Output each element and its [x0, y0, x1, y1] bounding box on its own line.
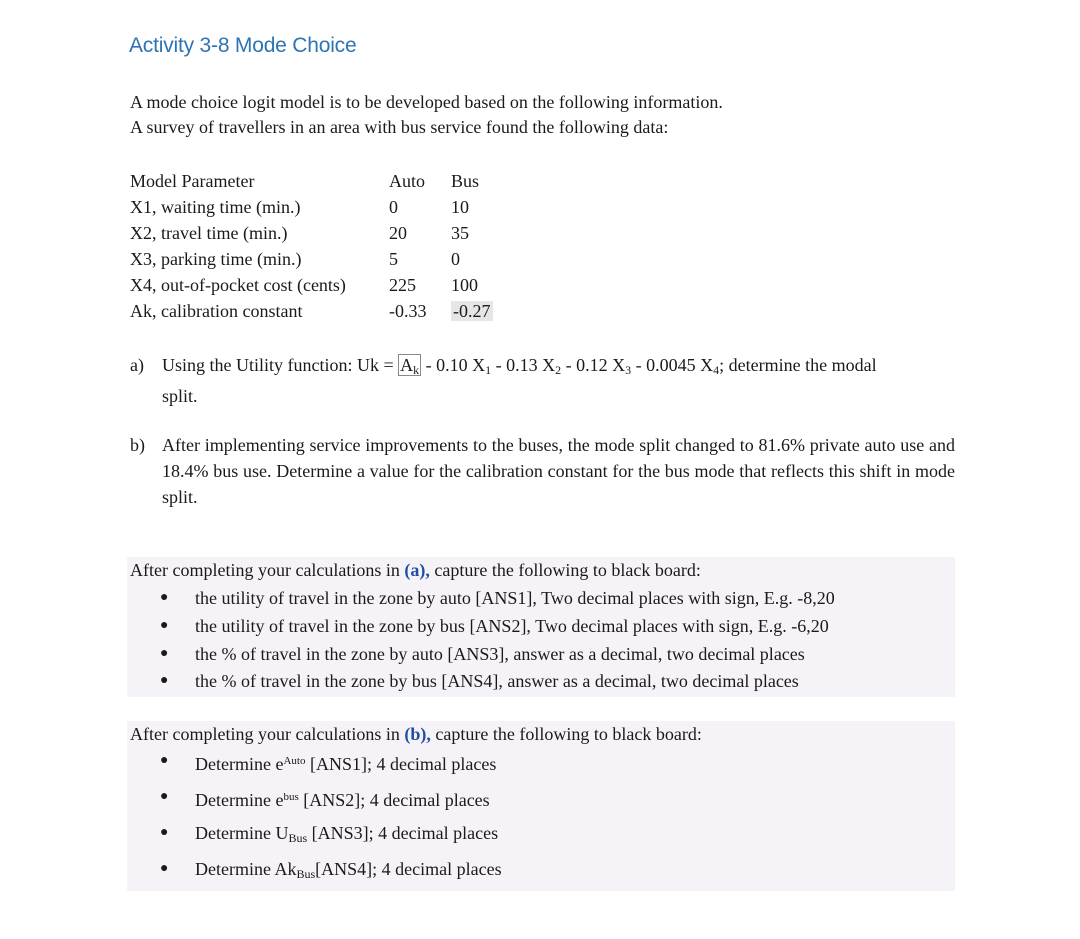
ak-symbol: A: [400, 355, 414, 375]
item-pre: Determine U: [195, 823, 289, 843]
bullet-icon: ●: [160, 646, 169, 661]
item-pre: Determine e: [195, 754, 284, 774]
capture-prefix: After completing your calculations in: [130, 560, 405, 580]
question-text: [162, 432, 955, 510]
list-item-text: the % of travel in the zone by bus [ANS4], answer as a decimal, two decimal places: [195, 671, 799, 691]
intro-text: [130, 90, 723, 140]
term-subscript: 4: [713, 363, 720, 377]
item-post: [ANS4]; 4 decimal places: [315, 859, 502, 879]
param-cell: Ak, calibration constant: [130, 300, 303, 321]
highlighted-value: -0.27: [453, 300, 491, 321]
bus-cell: 100: [451, 274, 478, 295]
auto-cell: -0.33: [389, 300, 427, 321]
term: - 0.12 X: [561, 355, 626, 375]
item-sub: Bus: [296, 867, 316, 881]
utility-outro: ; determine the modal: [719, 355, 877, 375]
bullet-icon: ●: [160, 861, 169, 876]
question-text: [162, 352, 955, 409]
item-pre: Determine e: [195, 790, 284, 810]
question-label: a): [130, 355, 144, 375]
list-item-text: the utility of travel in the zone by auto [ANS1], Two decimal places with sign, E.g. -8,20: [195, 588, 835, 608]
capture-title: [130, 557, 701, 583]
auto-cell: 0: [389, 196, 398, 217]
table-row: [127, 272, 496, 298]
auto-cell: 225: [389, 274, 416, 295]
header-bus: Bus: [451, 170, 480, 191]
list-item-text: the utility of travel in the zone by bus [ANS2], Two decimal places with sign, E.g. -6,20: [195, 616, 829, 636]
list-item-text: [195, 784, 490, 813]
capture-title: [130, 721, 702, 747]
list-item-text: [195, 748, 496, 777]
bus-cell: 0: [451, 248, 460, 269]
param-cell: X2, travel time (min.): [130, 222, 288, 243]
parameter-table: [127, 168, 496, 324]
term: - 0.0045 X: [631, 355, 714, 375]
ak-term: [398, 354, 421, 376]
list-item-text: [195, 820, 498, 851]
item-post: [ANS3]; 4 decimal places: [307, 823, 499, 843]
auto-cell: 5: [389, 248, 398, 269]
item-post: [ANS2]; 4 decimal places: [298, 790, 490, 810]
item-sub: Bus: [288, 831, 308, 845]
question-a: [130, 352, 955, 409]
param-cell: X3, parking time (min.): [130, 248, 302, 269]
question-text-line: split.: [162, 386, 198, 406]
capture-prefix: After completing your calculations in: [130, 724, 405, 744]
bullet-icon: ●: [160, 590, 169, 605]
item-pre: Determine Ak: [195, 859, 297, 879]
bus-cell: 10: [451, 196, 469, 217]
intro-line: A mode choice logit model is to be developed based on the following information.: [130, 92, 723, 112]
header-param: Model Parameter: [130, 170, 255, 191]
capture-section-a: [127, 557, 955, 697]
bullet-icon: ●: [160, 825, 169, 840]
bullet-icon: ●: [160, 618, 169, 633]
item-post: [ANS1]; 4 decimal places: [305, 754, 497, 774]
bullet-icon: ●: [160, 673, 169, 688]
table-row: [127, 298, 496, 324]
bus-cell: 35: [451, 222, 469, 243]
question-text-line: After implementing service improvements to the buses, the mode split changed to 81.6% private: [162, 435, 860, 455]
table-row: [127, 194, 496, 220]
list-item-text: [195, 856, 502, 887]
table-row: [127, 220, 496, 246]
question-label: b): [130, 435, 145, 455]
param-cell: X1, waiting time (min.): [130, 196, 301, 217]
page-title: Activity 3-8 Mode Choice: [129, 34, 357, 57]
table-row: [127, 246, 496, 272]
capture-ref: (b),: [404, 724, 431, 744]
header-auto: Auto: [389, 170, 425, 191]
param-cell: X4, out-of-pocket cost (cents): [130, 274, 346, 295]
list-item-text: the % of travel in the zone by auto [ANS3], answer as a decimal, two decimal places: [195, 644, 805, 664]
item-sup: bus: [283, 791, 299, 803]
capture-suffix: capture the following to black board:: [430, 724, 702, 744]
bullet-icon: ●: [160, 753, 169, 768]
question-text-line: auto use and 18.4% bus use. Determine a value for the calibration constant for the bus mode that: [162, 435, 955, 481]
table-header-row: [127, 168, 496, 194]
capture-ref: (a),: [404, 560, 430, 580]
term-subscript: 2: [555, 363, 562, 377]
auto-cell: 20: [389, 222, 407, 243]
bus-cell: [448, 298, 496, 324]
term: - 0.13 X: [491, 355, 556, 375]
term-subscript: 3: [625, 363, 632, 377]
capture-section-b: [127, 721, 955, 891]
item-sup: Auto: [283, 755, 306, 767]
intro-line: A survey of travellers in an area with bus service found the following data:: [130, 117, 669, 137]
term-subscript: 1: [485, 363, 492, 377]
utility-intro: Using the Utility function: Uk =: [162, 355, 399, 375]
capture-suffix: capture the following to black board:: [429, 560, 701, 580]
ak-subscript: k: [413, 363, 420, 377]
question-b: [130, 432, 955, 510]
question-text-line: reflects this shift in mode split.: [162, 461, 955, 507]
term: - 0.10 X: [421, 355, 486, 375]
bullet-icon: ●: [160, 789, 169, 804]
